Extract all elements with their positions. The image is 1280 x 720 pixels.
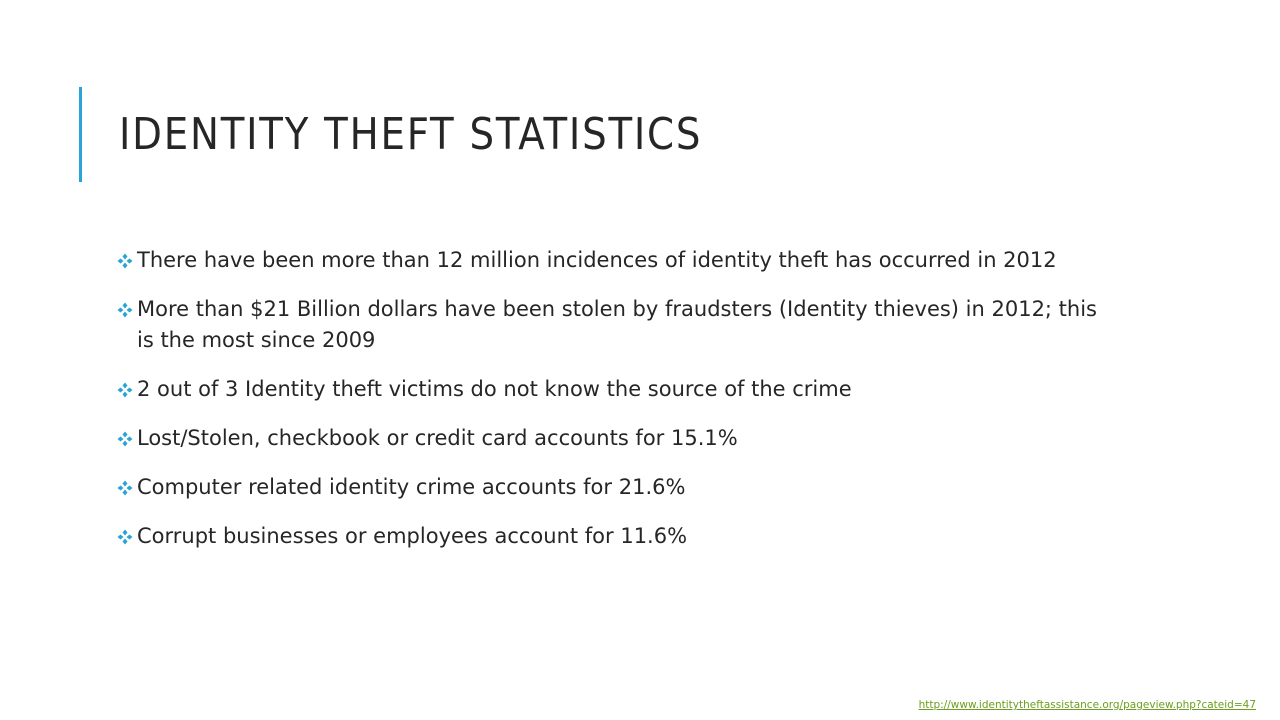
- four-diamond-bullet-icon: [117, 382, 133, 398]
- bullet-item: [117, 245, 1097, 276]
- bullet-text: There have been more than 12 million incidences of identity theft has occurred in 2012: [137, 248, 1057, 272]
- source-link[interactable]: http://www.identitytheftassistance.org/pageview.php?cateid=47: [918, 699, 1256, 711]
- bullet-text: 2 out of 3 Identity theft victims do not know the source of the crime: [137, 377, 852, 401]
- bullet-text: Computer related identity crime accounts for 21.6%: [137, 475, 686, 499]
- title-accent-bar: [79, 87, 82, 182]
- bullet-text: More than $21 Billion dollars have been stolen by fraudsters (Identity thieves) in 2012; this is the most since 2009: [137, 297, 1098, 352]
- bullet-text: Corrupt businesses or employees account for 11.6%: [137, 524, 688, 548]
- four-diamond-bullet-icon: [117, 431, 133, 447]
- bullet-list: [117, 245, 1097, 570]
- bullet-item: [117, 521, 1097, 552]
- bullet-item: [117, 423, 1097, 454]
- four-diamond-bullet-icon: [117, 253, 133, 269]
- bullet-item: [117, 472, 1097, 503]
- slide-title: IDENTITY THEFT STATISTICS: [119, 109, 703, 160]
- bullet-item: [117, 294, 1097, 356]
- four-diamond-bullet-icon: [117, 302, 133, 318]
- bullet-text: Lost/Stolen, checkbook or credit card accounts for 15.1%: [137, 426, 738, 450]
- four-diamond-bullet-icon: [117, 480, 133, 496]
- four-diamond-bullet-icon: [117, 529, 133, 545]
- bullet-item: [117, 374, 1097, 405]
